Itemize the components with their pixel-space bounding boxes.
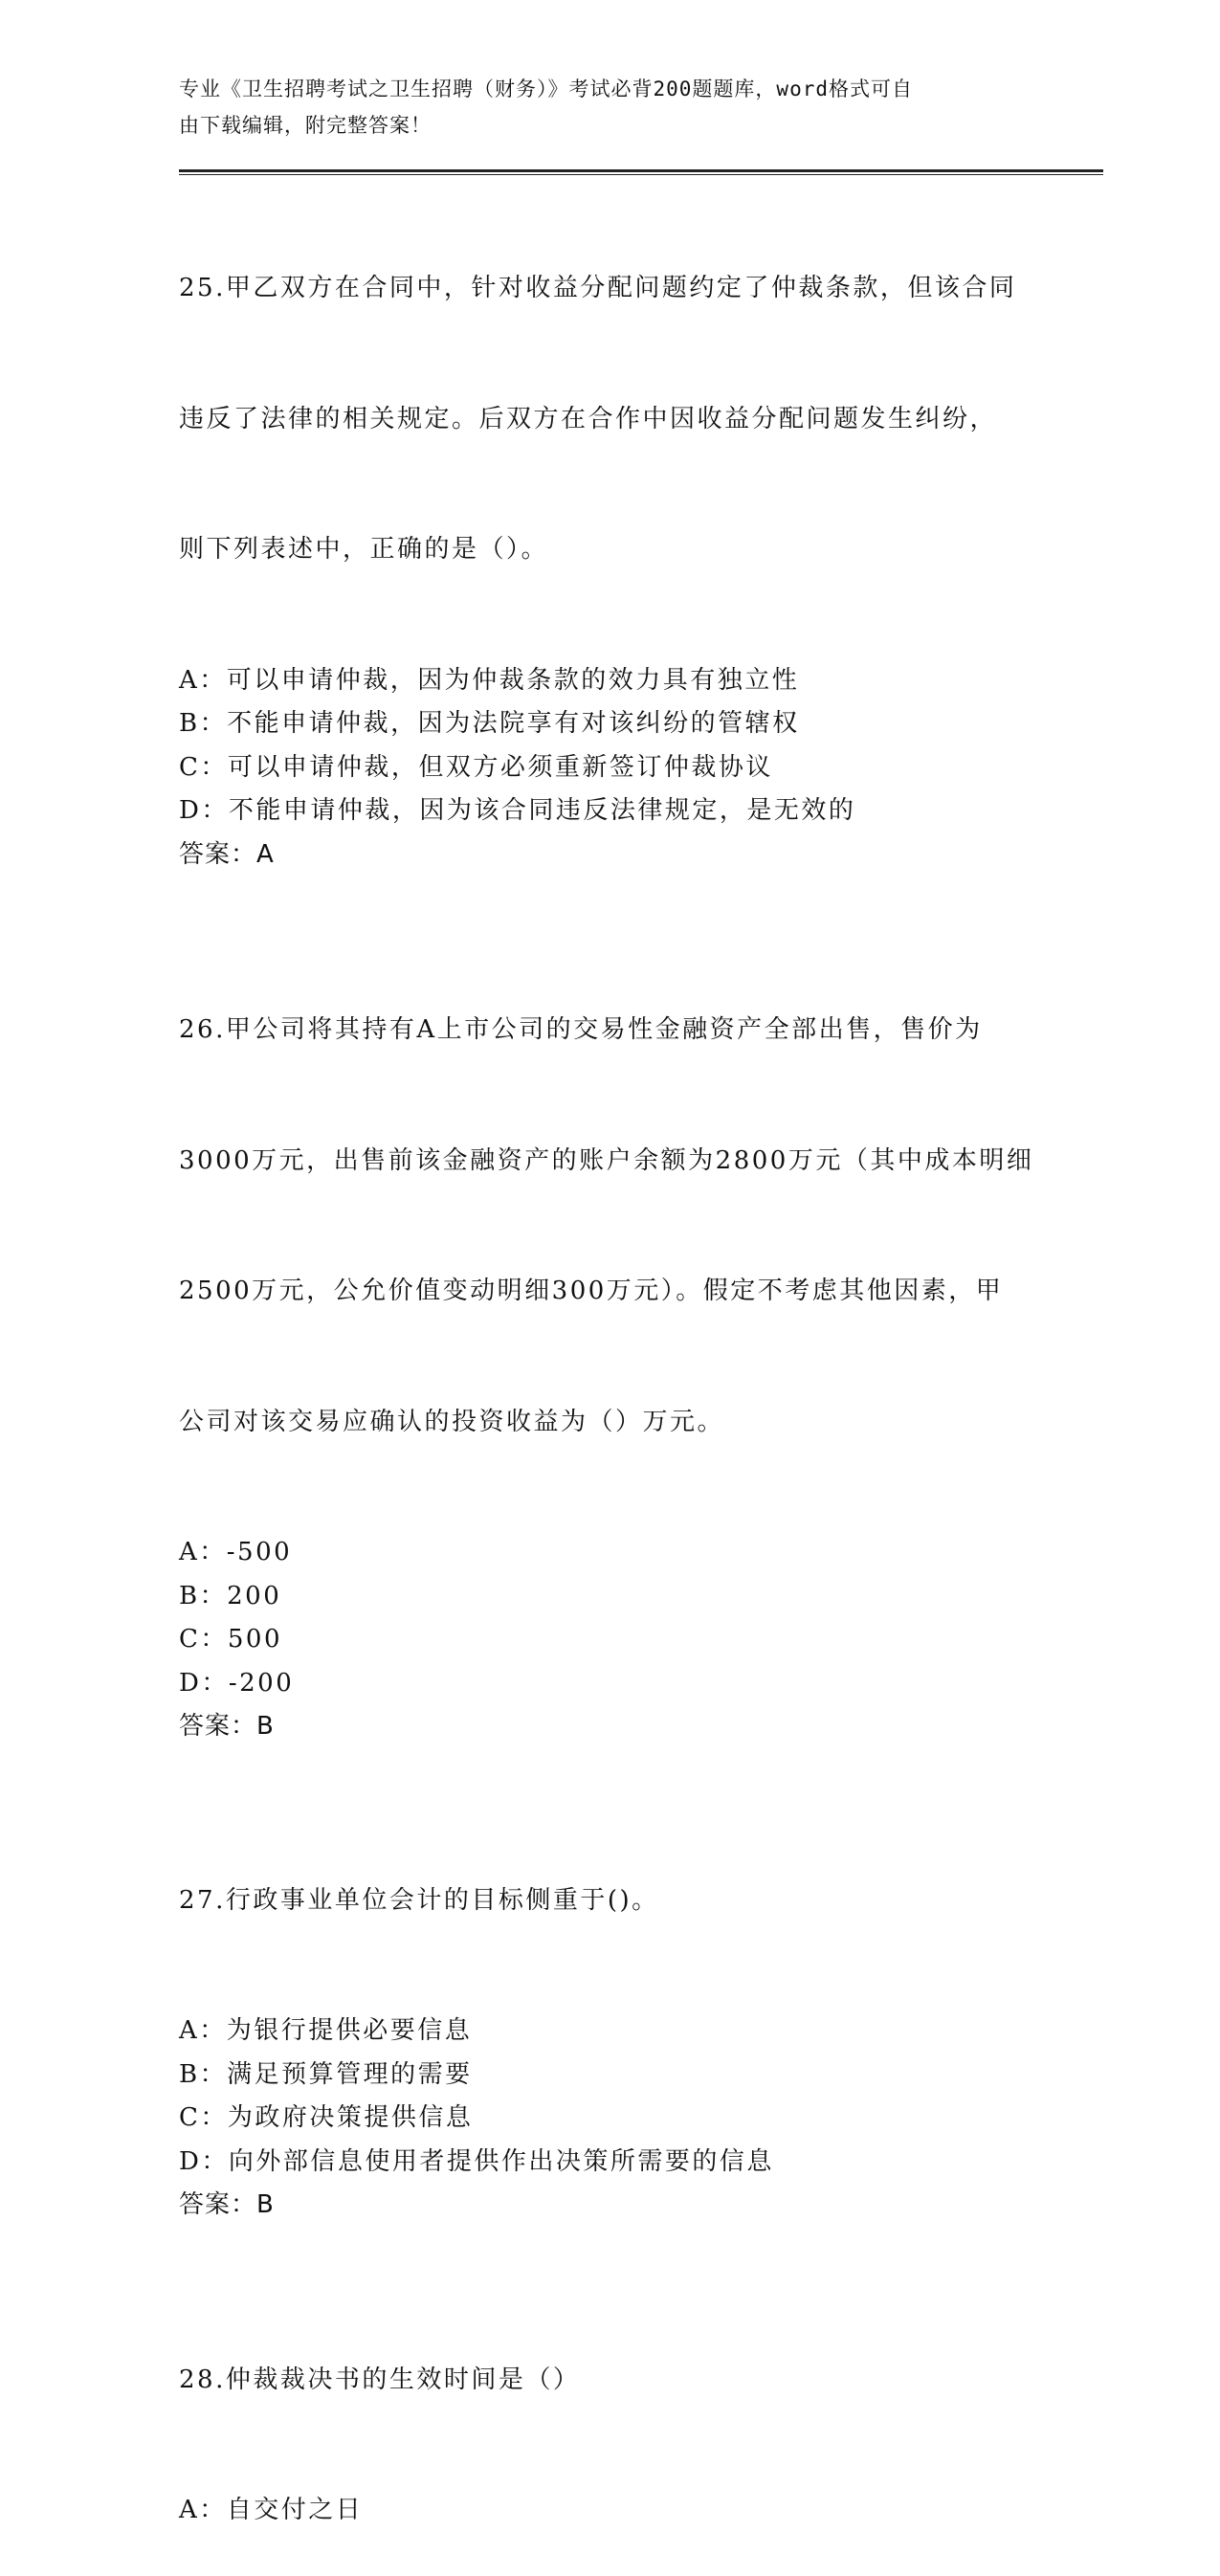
option-d: D：向外部信息使用者提供作出决策所需要的信息: [179, 2146, 774, 2176]
question-28: [179, 2272, 1040, 2533]
question-stem: [179, 180, 1040, 659]
question-stem-line: 3000万元，出售前该金融资产的账户余额为2800万元（其中成本明细: [179, 1145, 1034, 1175]
question-stem-line: 28.仲裁裁决书的生效时间是（）: [179, 2365, 581, 2394]
option-a: A：-500: [179, 1538, 293, 1566]
question-stem-line: 2500万元，公允价值变动明细300万元）。假定不考虑其他因素，甲: [179, 1277, 1004, 1305]
option-c: C：500: [179, 1625, 283, 1654]
header-divider-thick: [179, 169, 1103, 172]
option-d: D：不能申请仲裁，因为该合同违反法律规定，是无效的: [179, 796, 856, 825]
question-stem: [179, 922, 1040, 1531]
option-b: B：不能申请仲裁，因为法院享有对该纠纷的管辖权: [179, 709, 800, 738]
question-stem-line: 违反了法律的相关规定。后双方在合作中因收益分配问题发生纠纷，: [179, 404, 998, 433]
option-c: C：可以申请仲裁，但双方必须重新签订仲裁协议: [179, 752, 773, 782]
option-b: B：200: [179, 1581, 282, 1610]
question-list: [179, 180, 1040, 2576]
header-line-1: 专业《卫生招聘考试之卫生招聘（财务）》考试必背200题题库，word格式可自: [179, 78, 913, 100]
header-divider-thin: [179, 174, 1103, 175]
option-a: A：可以申请仲裁，因为仲裁条款的效力具有独立性: [179, 665, 800, 695]
answer-line: 答案：B: [179, 1712, 275, 1741]
question-stem-line: 27.行政事业单位会计的目标侧重于()。: [179, 1885, 659, 1915]
question-27: [179, 1792, 1040, 2228]
option-b: B：满足预算管理的需要: [179, 2059, 473, 2089]
answer-line: 答案：B: [179, 2190, 275, 2219]
header-line-2: 由下载编辑，附完整答案！: [179, 114, 432, 137]
option-a: A：自交付之日: [179, 2496, 364, 2524]
question-stem-line: 则下列表述中，正确的是（）。: [179, 535, 549, 564]
document-header: [179, 71, 1031, 144]
question-stem: [179, 2272, 1040, 2490]
question-stem-line: 25.甲乙双方在合同中，针对收益分配问题约定了仲裁条款，但该合同: [179, 274, 1017, 302]
question-26: [179, 922, 1040, 1749]
question-stem: [179, 1792, 1040, 2010]
question-stem-line: 公司对该交易应确认的投资收益为（）万元。: [179, 1407, 725, 1436]
question-25: [179, 180, 1040, 877]
question-stem-line: 26.甲公司将其持有A上市公司的交易性金融资产全部出售，售价为: [179, 1015, 983, 1044]
answer-line: 答案：A: [179, 839, 275, 869]
option-a: A：为银行提供必要信息: [179, 2016, 473, 2045]
option-c: C：为政府决策提供信息: [179, 2103, 474, 2132]
option-d: D：-200: [179, 1668, 295, 1698]
